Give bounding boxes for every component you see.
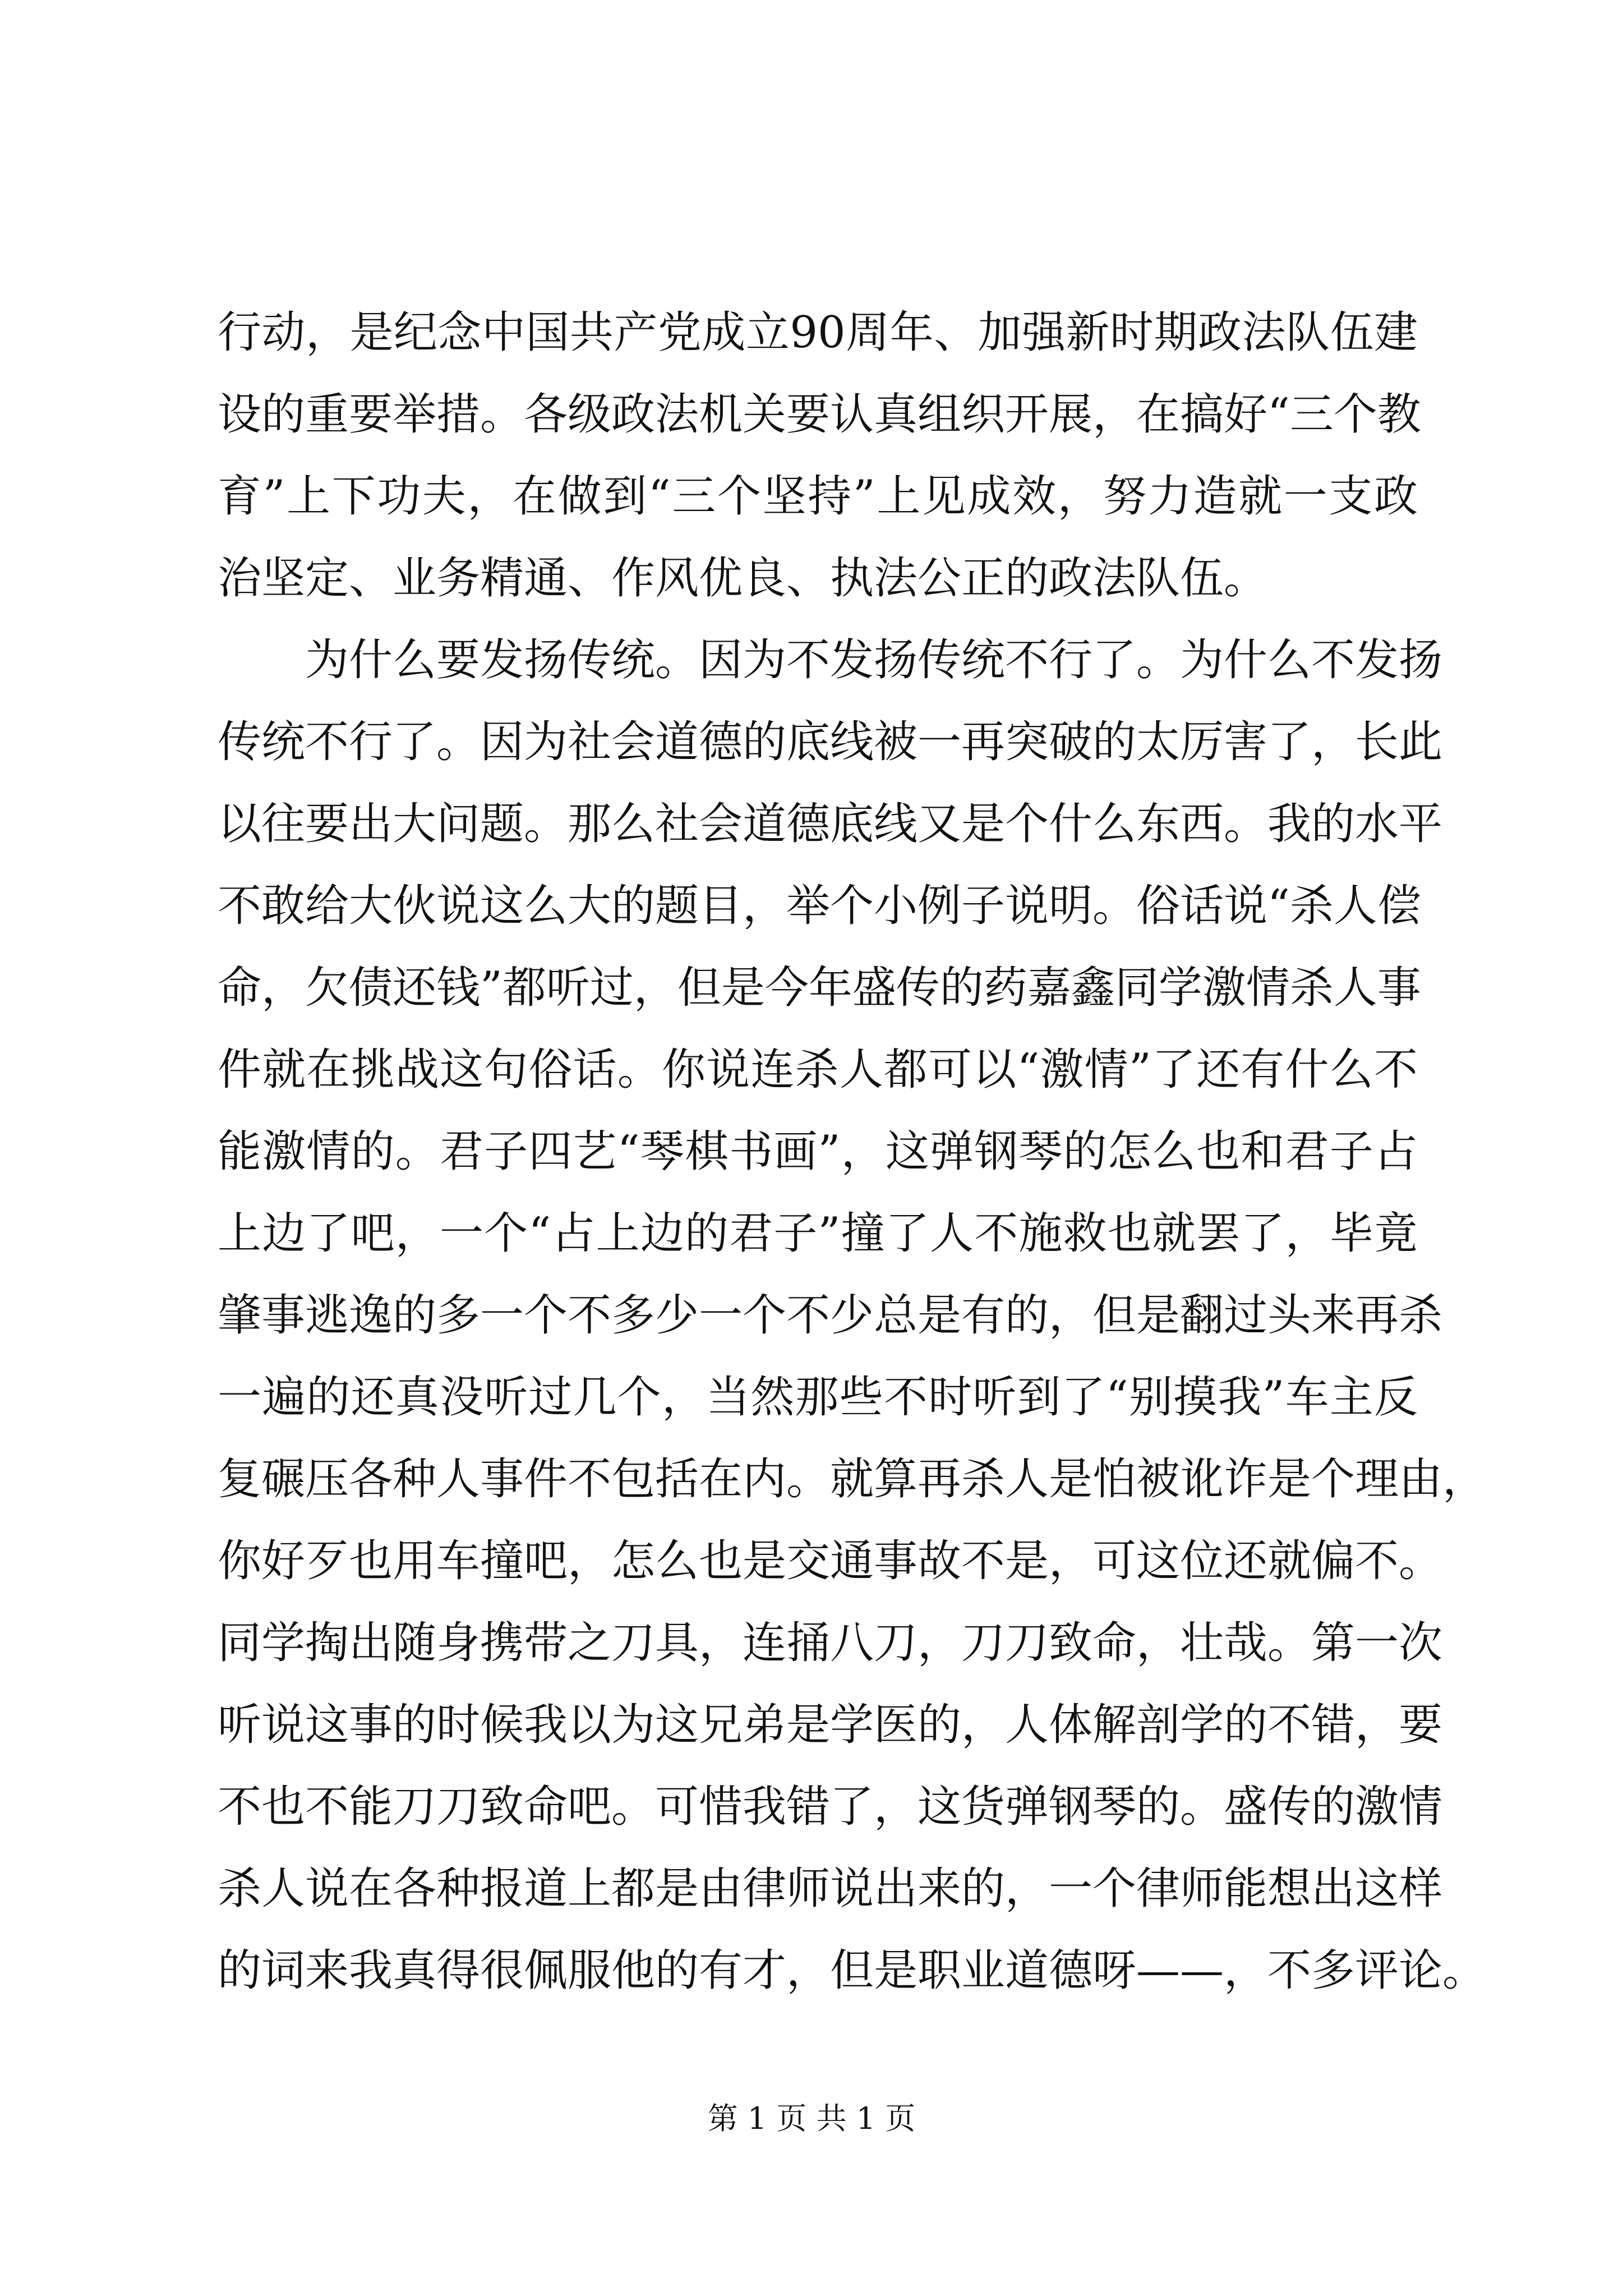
text-line: 肇事逃逸的多一个不多少一个不少总是有的，但是翻过头来再杀 (218, 1290, 1443, 1341)
text-line: 以往要出大问题。那么社会道德底线又是个什么东西。我的水平 (218, 799, 1443, 849)
text-line: 的词来我真得很佩服他的有才，但是职业道德呀——，不多评论。 (218, 1945, 1487, 1996)
text-line: 育”上下功夫，在做到“三个坚持”上见成效，努力造就一支政 (218, 471, 1418, 522)
body-text (218, 292, 1487, 2012)
text-line: 一遍的还真没听过几个，当然那些不时听到了“别摸我”车主反 (218, 1372, 1418, 1423)
text-line: 不也不能刀刀致命吧。可惜我错了，这货弹钢琴的。盛传的激情 (218, 1782, 1443, 1832)
text-line: 你好歹也用车撞吧，怎么也是交通事故不是，可这位还就偏不。 (218, 1536, 1443, 1586)
page-footer (0, 2099, 1623, 2138)
text-line: 杀人说在各种报道上都是由律师说出来的，一个律师能想出这样 (218, 1864, 1443, 1914)
text-line: 行动，是纪念中国共产党成立90周年、加强新时期政法队伍建 (218, 307, 1418, 358)
text-line: 件就在挑战这句俗话。你说连杀人都可以“激情”了还有什么不 (218, 1045, 1418, 1095)
page-number-label: 第 1 页 共 1 页 (707, 2101, 916, 2136)
text-line: 上边了吧，一个“占上边的君子”撞了人不施救也就罢了，毕竟 (218, 1208, 1418, 1259)
text-line: 传统不行了。因为社会道德的底线被一再突破的太厉害了，长此 (218, 717, 1443, 767)
text-line: 能激情的。君子四艺“琴棋书画”，这弹钢琴的怎么也和君子占 (218, 1126, 1418, 1177)
text-line: 命，欠债还钱”都听过，但是今年盛传的药嘉鑫同学激情杀人事 (218, 963, 1421, 1013)
text-line: 治坚定、业务精通、作风优良、执法公正的政法队伍。 (218, 553, 1268, 604)
text-line: 复碾压各种人事件不包括在内。就算再杀人是怕被讹诈是个理由， (218, 1454, 1487, 1504)
text-line: 为什么要发扬传统。因为不发扬传统不行了。为什么不发扬 (305, 635, 1443, 685)
text-line: 不敢给大伙说这么大的题目，举个小例子说明。俗话说“杀人偿 (218, 881, 1421, 931)
text-line: 设的重要举措。各级政法机关要认真组织开展，在搞好“三个教 (218, 389, 1421, 440)
text-line: 听说这事的时候我以为这兄弟是学医的，人体解剖学的不错，要 (218, 1700, 1443, 1750)
text-line: 同学掏出随身携带之刀具，连捅八刀，刀刀致命，壮哉。第一次 (218, 1618, 1443, 1668)
